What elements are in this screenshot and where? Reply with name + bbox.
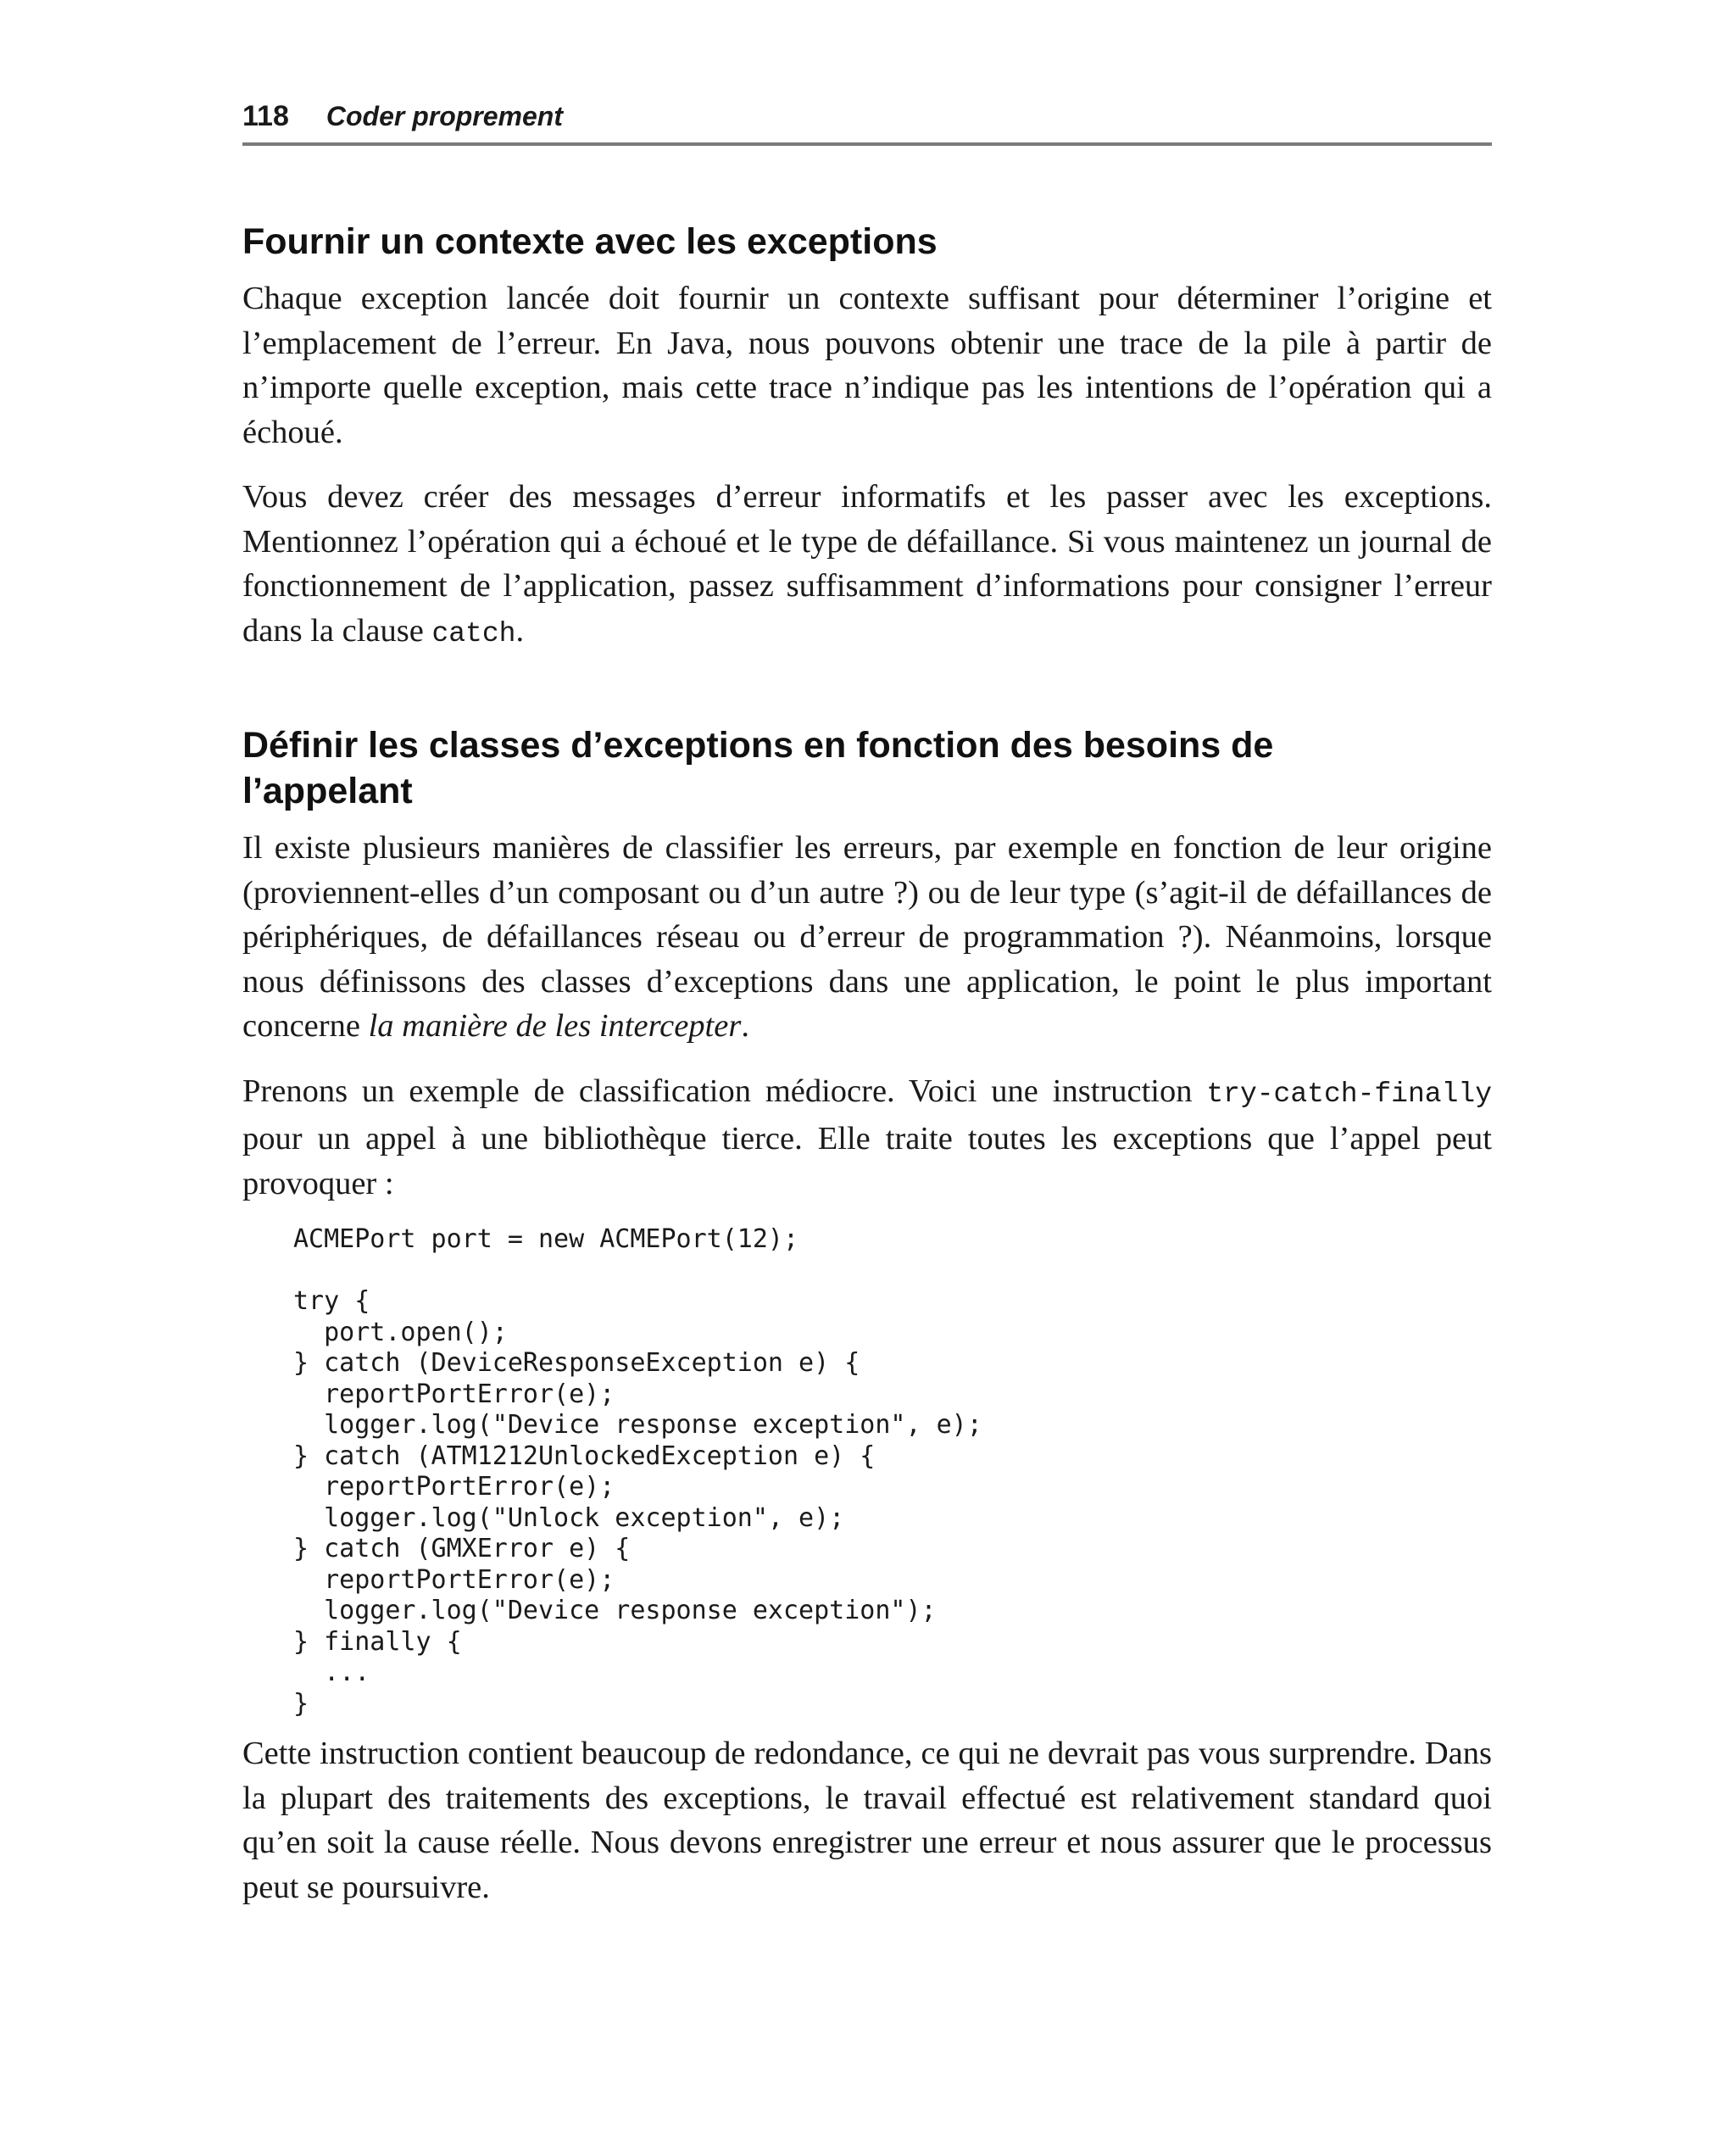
section-heading-context: Fournir un contexte avec les exceptions — [242, 221, 938, 262]
paragraph-text: Il existe plusieurs manières de classifier les erreurs, par exemple en fonction de leur origine (proviennent-elles d’un composant ou d’un autre ?) ou de leur type (s’agit-il de défaillances de périphériques, de défaillances réseau ou d’erreur de programmation ?). Néanmoins, lorsque nous définissons des classes d’exceptions dans une application, le point le plus important concerne — [242, 830, 1492, 1044]
code-line: reportPortError(e); — [293, 1472, 615, 1502]
code-blank-line — [293, 1256, 1492, 1287]
paragraph-bad-example — [242, 1069, 1492, 1207]
paragraph-text-end: pour un appel à une bibliothèque tierce. Elle traite toutes les exceptions que l’appel peut provoquer : — [242, 1121, 1492, 1201]
code-line: ... — [293, 1658, 370, 1687]
running-header — [242, 93, 1492, 146]
inline-code-catch: catch — [431, 617, 516, 649]
section-heading-classes — [242, 722, 1492, 814]
paragraph-context-intro: Chaque exception lancée doit fournir un contexte suffisant pour déterminer l’origine et l’emplacement de l’erreur. En Java, nous pouvons obtenir une trace de la pile à partir de n’importe quelle exception, mais cette trace n’indique pas les intentions de l’opération qui a échoué. — [242, 281, 1492, 450]
code-line: } catch (DeviceResponseException e) { — [293, 1348, 860, 1378]
paragraph-classify-errors — [242, 826, 1492, 1049]
code-line: logger.log("Device response exception"); — [293, 1596, 937, 1625]
code-line: } catch (ATM1212UnlockedException e) { — [293, 1441, 876, 1471]
code-listing — [293, 1224, 1492, 1719]
code-line: } catch (GMXError e) { — [293, 1534, 631, 1563]
paragraph-text-end: . — [741, 1008, 749, 1044]
code-line: try { — [293, 1286, 370, 1316]
paragraph-text-end: . — [515, 612, 525, 649]
code-line: reportPortError(e); — [293, 1564, 615, 1595]
paragraph-redundancy: Cette instruction contient beaucoup de redondance, ce qui ne devrait pas vous surprendre. Dans la plupart des traitements des exceptions, le travail effectué est relativement standard quoi qu’en soit la cause réelle. Nous devons enregistrer une erreur et nous assurer que le processus peut se poursuivre. — [242, 1736, 1492, 1905]
paragraph-text: Vous devez créer des messages d’erreur informatifs et les passer avec les exceptions. Mentionnez l’opération qui a échoué et le type de défaillance. Si vous maintenez un journal de fonctionnement de l’application, passez suffisamment d’informations pour consigner l’erreur dans la clause — [242, 479, 1492, 649]
code-line: logger.log("Device response exception", e); — [293, 1410, 982, 1440]
code-line: ACMEPort port = new ACMEPort(12); — [293, 1224, 799, 1254]
book-page — [242, 93, 1492, 1909]
heading-line-1: Définir les classes d’exceptions en fonction des besoins de — [242, 725, 1274, 766]
code-line: } — [293, 1688, 309, 1719]
code-line: port.open(); — [293, 1317, 508, 1347]
inline-code-try-catch-finally: try-catch-finally — [1206, 1078, 1492, 1110]
paragraph-context-messages — [242, 475, 1492, 656]
paragraph-text: Prenons un exemple de classification médiocre. Voici une instruction — [242, 1073, 1207, 1109]
book-title: Coder proprement — [326, 101, 563, 131]
code-line: } finally { — [293, 1626, 462, 1657]
code-line: reportPortError(e); — [293, 1379, 615, 1409]
heading-line-2: l’appelant — [242, 771, 413, 811]
emphasis-text: la manière de les intercepter — [368, 1008, 742, 1044]
code-line: logger.log("Unlock exception", e); — [293, 1502, 845, 1533]
page-number: 118 — [242, 100, 289, 132]
